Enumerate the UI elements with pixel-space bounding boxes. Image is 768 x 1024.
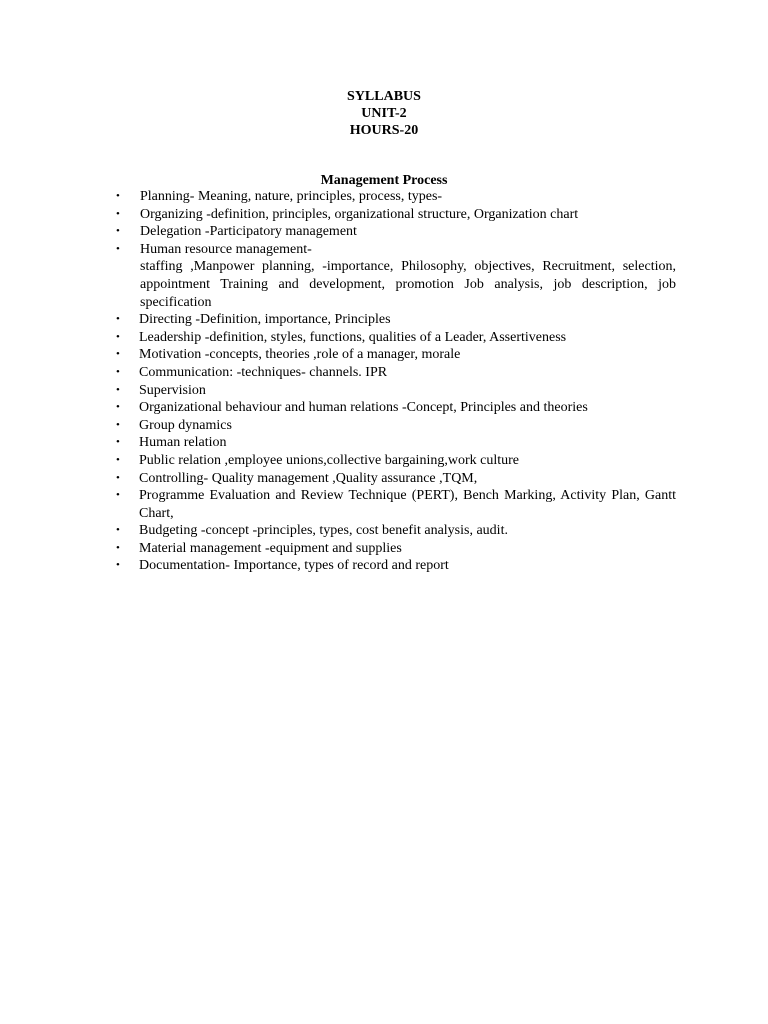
- list-item: [112, 329, 676, 347]
- list-item: [112, 382, 676, 400]
- list-item-text: Organizing -definition, principles, organizational structure, Organization chart: [140, 206, 579, 222]
- list-item-text: Programme Evaluation and Review Technique (PERT), Bench Marking, Activity Plan, Gantt Chart,: [139, 488, 676, 521]
- list-item-text: Leadership -definition, styles, functions, qualities of a Leader, Assertiveness: [139, 329, 567, 345]
- bullet-icon: •: [116, 524, 120, 537]
- list-item-text: Public relation ,employee unions,collective bargaining,work culture: [139, 452, 519, 468]
- bullet-icon: •: [116, 207, 120, 220]
- list-item: [112, 364, 676, 382]
- list-item: [112, 311, 676, 329]
- list-item-text: Directing -Definition, importance, Principles: [139, 312, 391, 328]
- bullet-icon: •: [116, 418, 120, 431]
- list-item: [112, 223, 676, 241]
- bullet-icon: •: [116, 453, 120, 466]
- list-item-text: Delegation -Participatory management: [140, 224, 357, 240]
- list-item-text: Motivation -concepts, theories ,role of a manager, morale: [139, 347, 461, 363]
- topic-list: [112, 188, 676, 575]
- list-item-text: Budgeting -concept -principles, types, cost benefit analysis, audit.: [139, 523, 508, 539]
- list-item-text: Planning- Meaning, nature, principles, process, types-: [140, 189, 443, 204]
- bullet-icon: •: [116, 348, 120, 361]
- list-item-text: Supervision: [139, 382, 206, 398]
- list-item: [112, 417, 676, 435]
- bullet-icon: •: [116, 471, 120, 484]
- bullet-icon: •: [116, 190, 120, 202]
- list-item-text: Material management -equipment and supplies: [139, 540, 402, 556]
- list-item: [112, 206, 676, 224]
- list-item: [112, 470, 676, 488]
- list-item-text: Group dynamics: [139, 417, 232, 433]
- list-item: [112, 434, 676, 452]
- bullet-icon: •: [116, 225, 120, 238]
- bullet-icon: •: [116, 489, 120, 502]
- list-item: [112, 241, 676, 311]
- list-item-text: Communication: -techniques- channels. IPR: [139, 364, 388, 380]
- list-item: [112, 540, 676, 558]
- unit-label: UNIT-2: [361, 106, 407, 121]
- syllabus-header: [0, 88, 768, 139]
- bullet-icon: •: [116, 330, 120, 343]
- list-item-text: Human resource management-: [140, 241, 312, 257]
- list-item: [112, 346, 676, 364]
- bullet-icon: •: [116, 383, 120, 396]
- bullet-icon: •: [116, 242, 120, 255]
- list-item: [112, 399, 676, 417]
- list-item: [112, 557, 676, 575]
- list-item: [112, 188, 676, 206]
- syllabus-title: SYLLABUS: [347, 89, 421, 104]
- list-item: [112, 452, 676, 470]
- list-item-subtext: staffing ,Manpower planning, -importance, Philosophy, objectives, Recruitment, selection, appointment Training and development, promotion Job analysis, job description, job specification: [140, 259, 676, 310]
- list-item-text: Human relation: [139, 435, 227, 451]
- bullet-icon: •: [116, 559, 120, 572]
- bullet-icon: •: [116, 365, 120, 378]
- list-item-text: Controlling- Quality management ,Quality assurance ,TQM,: [139, 470, 478, 486]
- bullet-icon: •: [116, 541, 120, 554]
- list-item-text: Organizational behaviour and human relations -Concept, Principles and theories: [139, 400, 588, 416]
- bullet-icon: •: [116, 401, 120, 414]
- bullet-icon: •: [116, 436, 120, 449]
- list-item-text: Documentation- Importance, types of record and report: [139, 558, 449, 574]
- section-title: Management Process: [320, 173, 448, 188]
- list-item: [112, 522, 676, 540]
- hours-label: HOURS-20: [349, 123, 419, 138]
- bullet-icon: •: [116, 313, 120, 326]
- list-item: [112, 487, 676, 522]
